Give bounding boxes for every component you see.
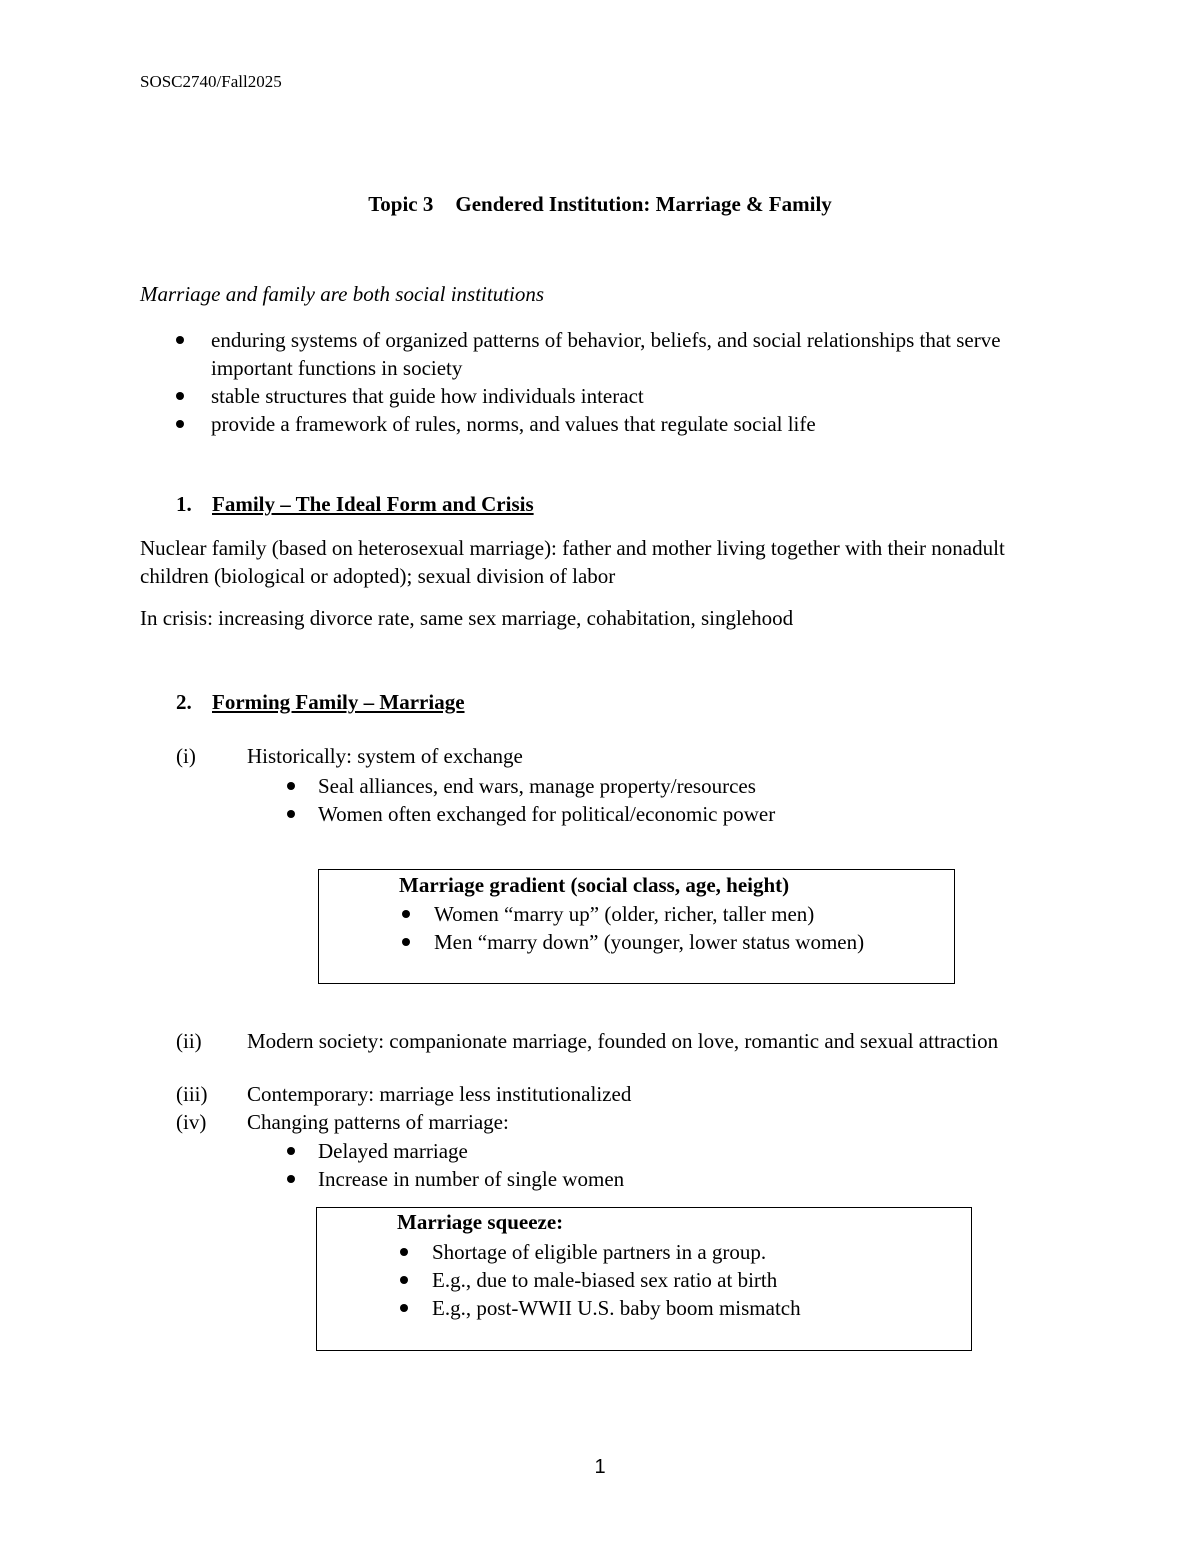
list-item: Increase in number of single women xyxy=(318,1165,1018,1193)
list-item: Men “marry down” (younger, lower status women) xyxy=(434,928,944,956)
box-bullet-list xyxy=(434,900,944,956)
list-item: E.g., post-WWII U.S. baby boom mismatch xyxy=(432,1294,952,1322)
list-item: enduring systems of organized patterns of behavior, beliefs, and social relationships that serve important functions in society xyxy=(211,326,1061,382)
item-text: Modern society: companionate marriage, founded on love, romantic and sexual attraction xyxy=(247,1029,999,1053)
bullet-icon xyxy=(176,392,184,400)
bullet-icon xyxy=(287,1147,295,1155)
marriage-gradient-box xyxy=(318,869,955,984)
bullet-icon xyxy=(176,336,184,344)
bullet-icon xyxy=(287,1175,295,1183)
item-label: (ii) xyxy=(176,1029,202,1053)
bullet-icon xyxy=(287,782,295,790)
crisis-paragraph: In crisis: increasing divorce rate, same sex marriage, cohabitation, singlehood xyxy=(140,606,794,630)
section-number: 2. xyxy=(176,690,192,714)
bullet-icon xyxy=(400,1276,408,1284)
list-item: Women often exchanged for political/economic power xyxy=(318,800,1018,828)
item-label: (iv) xyxy=(176,1110,207,1134)
nuclear-family-paragraph: Nuclear family (based on heterosexual marriage): father and mother living together with their nonadult children (biological or adopted); sexual division of labor xyxy=(140,536,1005,588)
item-iv-bullet-list xyxy=(318,1137,1018,1193)
list-item: Women “marry up” (older, richer, taller men) xyxy=(434,900,944,928)
bullet-icon xyxy=(402,910,410,918)
item-text: Historically: system of exchange xyxy=(247,744,523,768)
list-item: provide a framework of rules, norms, and values that regulate social life xyxy=(211,410,1061,438)
intro-bullet-list xyxy=(211,326,1061,438)
list-item: Seal alliances, end wars, manage property/resources xyxy=(318,772,1018,800)
item-text: Contemporary: marriage less institutionalized xyxy=(247,1082,632,1106)
bullet-icon xyxy=(402,938,410,946)
bullet-icon xyxy=(176,420,184,428)
page-title xyxy=(0,192,1200,217)
list-item: Delayed marriage xyxy=(318,1137,1018,1165)
section-number: 1. xyxy=(176,492,192,516)
list-item: E.g., due to male-biased sex ratio at birth xyxy=(432,1266,952,1294)
marriage-squeeze-box xyxy=(316,1207,972,1351)
box-title: Marriage gradient (social class, age, height) xyxy=(399,873,790,897)
box-bullet-list xyxy=(432,1238,952,1322)
bullet-icon xyxy=(400,1248,408,1256)
bullet-icon xyxy=(400,1304,408,1312)
section-title: Family – The Ideal Form and Crisis xyxy=(212,492,534,516)
section-title: Forming Family – Marriage xyxy=(212,690,465,714)
list-item: stable structures that guide how individuals interact xyxy=(211,382,1061,410)
page-number: 1 xyxy=(594,1456,606,1478)
list-item: Shortage of eligible partners in a group. xyxy=(432,1238,952,1266)
box-title: Marriage squeeze: xyxy=(397,1210,564,1234)
bullet-icon xyxy=(287,810,295,818)
topic-number: Topic 3 xyxy=(368,192,434,216)
item-i-bullet-list xyxy=(318,772,1018,828)
topic-title: Gendered Institution: Marriage & Family xyxy=(455,192,832,216)
item-text: Changing patterns of marriage: xyxy=(247,1110,509,1134)
item-label: (iii) xyxy=(176,1082,208,1106)
item-label: (i) xyxy=(176,744,196,768)
course-header: SOSC2740/Fall2025 xyxy=(140,72,282,91)
intro-statement: Marriage and family are both social institutions xyxy=(140,282,545,306)
